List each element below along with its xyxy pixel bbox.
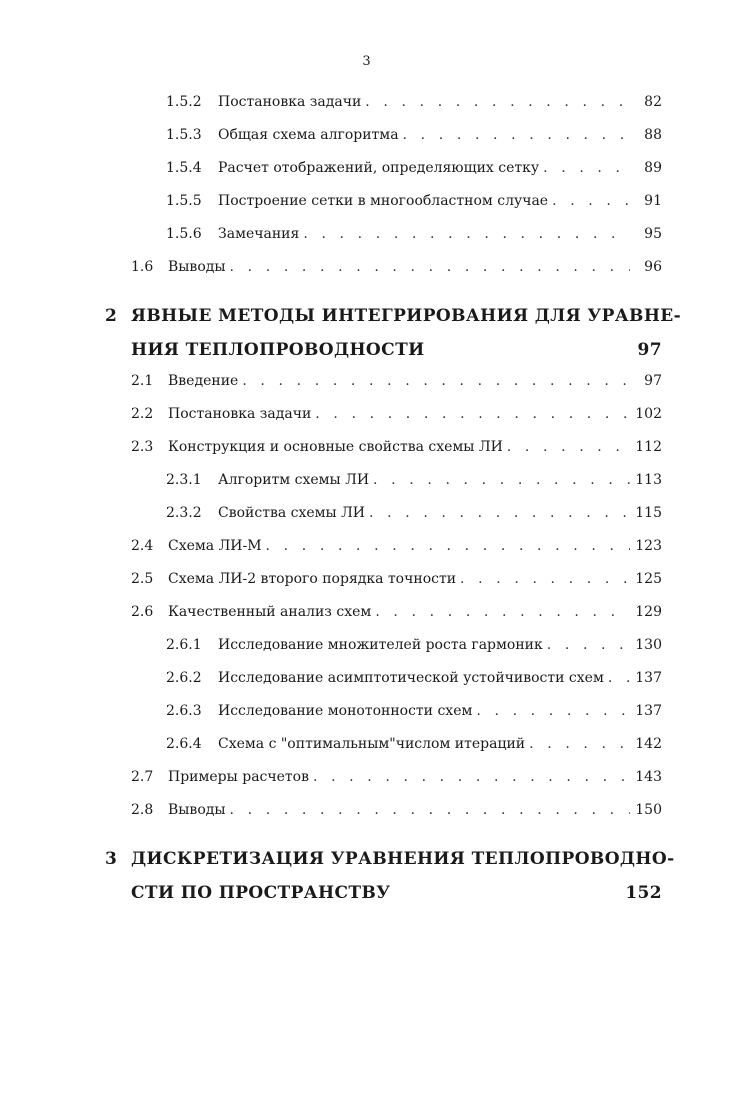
toc-entry-page: 137	[635, 703, 662, 719]
chapter-page: 97	[637, 340, 662, 360]
toc-entry-number: 1.5.6	[166, 226, 202, 242]
toc-entry-page: 91	[644, 193, 662, 209]
toc-entry-1-5-3	[166, 127, 662, 149]
leader-dots	[373, 472, 630, 488]
toc-entry-number: 2.6	[131, 604, 154, 620]
toc-entry-number: 2.4	[131, 538, 154, 554]
toc-entry-title: Исследование асимптотической устойчивости схем	[218, 670, 604, 686]
toc-entry-title: Постановка задачи	[168, 406, 312, 422]
toc-entry-page: 143	[635, 769, 662, 785]
toc-entry-2-5	[131, 571, 662, 593]
toc-entry-title: Исследование множителей роста гармоник	[218, 637, 543, 653]
leader-dots	[369, 505, 630, 521]
toc-entry-1-5-5	[166, 193, 662, 215]
toc-entry-page: 89	[644, 160, 662, 176]
toc-entry-2-3-1	[166, 472, 662, 494]
toc-entry-page: 129	[635, 604, 662, 620]
chapter-title-line-2: НИЯ ТЕПЛОПРОВОДНОСТИ	[131, 340, 425, 360]
toc-entry-page: 113	[635, 472, 662, 488]
chapter-title-line-1: ЯВНЫЕ МЕТОДЫ ИНТЕГРИРОВАНИЯ ДЛЯ УРАВНЕ-	[131, 306, 682, 326]
toc-entry-number: 2.8	[131, 802, 154, 818]
chapter-number: 2	[105, 306, 118, 326]
toc-entry-number: 1.5.4	[166, 160, 202, 176]
leader-dots	[365, 94, 630, 110]
toc-entry-title: Алгоритм схемы ЛИ	[218, 472, 370, 488]
chapter-title-line-2: СТИ ПО ПРОСТРАНСТВУ	[131, 883, 391, 903]
toc-entry-page: 82	[644, 94, 662, 110]
toc-entry-number: 2.3	[131, 439, 154, 455]
toc-entry-page: 96	[644, 259, 662, 275]
leader-dots	[303, 226, 630, 242]
toc-entry-title: Выводы	[168, 259, 226, 275]
toc-entry-1-5-2	[166, 94, 662, 116]
chapter-page: 152	[625, 883, 662, 903]
toc-entry-title: Конструкция и основные свойства схемы ЛИ	[168, 439, 503, 455]
toc-entry-number: 2.7	[131, 769, 154, 785]
chapter-number: 3	[105, 849, 118, 869]
toc-entry-page: 150	[635, 802, 662, 818]
toc-entry-number: 2.3.1	[166, 472, 202, 488]
toc-entry-title: Постановка задачи	[218, 94, 362, 110]
chapter-3-heading	[105, 849, 675, 909]
toc-entry-title: Введение	[168, 373, 239, 389]
leader-dots	[313, 769, 630, 785]
toc-entry-1-6	[131, 259, 662, 281]
toc-entry-title: Схема ЛИ-2 второго порядка точности	[168, 571, 457, 587]
toc-entry-title: Примеры расчетов	[168, 769, 309, 785]
toc-entry-2-4	[131, 538, 662, 560]
toc-entry-page: 123	[635, 538, 662, 554]
toc-entry-number: 2.6.4	[166, 736, 202, 752]
chapter-title-line-1: ДИСКРЕТИЗАЦИЯ УРАВНЕНИЯ ТЕПЛОПРОВОДНО-	[131, 849, 675, 869]
toc-entry-2-6	[131, 604, 662, 626]
leader-dots	[315, 406, 630, 422]
leader-dots	[608, 670, 630, 686]
leader-dots	[230, 259, 630, 275]
toc-entry-page: 142	[635, 736, 662, 752]
toc-entry-2-8	[131, 802, 662, 824]
toc-entry-number: 1.6	[131, 259, 154, 275]
leader-dots	[476, 703, 630, 719]
page-number: 3	[362, 54, 371, 69]
toc-entry-number: 2.6.3	[166, 703, 202, 719]
toc-entry-2-3-2	[166, 505, 662, 527]
leader-dots	[375, 604, 630, 620]
leader-dots	[507, 439, 630, 455]
leader-dots	[242, 373, 630, 389]
leader-dots	[543, 160, 630, 176]
toc-entry-2-6-1	[166, 637, 662, 659]
toc-entry-page: 115	[635, 505, 662, 521]
leader-dots	[552, 193, 630, 209]
toc-entry-title: Схема ЛИ-М	[168, 538, 262, 554]
toc-entry-2-7	[131, 769, 662, 791]
toc-entry-2-1	[131, 373, 662, 395]
toc-entry-title: Качественный анализ схем	[168, 604, 372, 620]
chapter-2-heading	[105, 306, 682, 366]
toc-entry-number: 2.5	[131, 571, 154, 587]
toc-entry-2-2	[131, 406, 662, 428]
toc-entry-2-6-4	[166, 736, 662, 758]
toc-entry-number: 1.5.5	[166, 193, 202, 209]
toc-entry-title: Выводы	[168, 802, 226, 818]
toc-entry-number: 1.5.2	[166, 94, 202, 110]
leader-dots	[547, 637, 630, 653]
toc-entry-number: 2.6.2	[166, 670, 202, 686]
leader-dots	[403, 127, 630, 143]
toc-entry-page: 88	[644, 127, 662, 143]
toc-entry-1-5-6	[166, 226, 662, 248]
toc-entry-title: Схема с "оптимальным"числом итераций	[218, 736, 526, 752]
toc-entry-2-3	[131, 439, 662, 461]
leader-dots	[529, 736, 630, 752]
toc-entry-page: 97	[644, 373, 662, 389]
toc-entry-title: Исследование монотонности схем	[218, 703, 473, 719]
toc-entry-title: Общая схема алгоритма	[218, 127, 399, 143]
toc-entry-2-6-3	[166, 703, 662, 725]
toc-entry-number: 2.1	[131, 373, 154, 389]
toc-entry-2-6-2	[166, 670, 662, 692]
leader-dots	[460, 571, 630, 587]
toc-entry-title: Свойства схемы ЛИ	[218, 505, 366, 521]
toc-entry-page: 130	[635, 637, 662, 653]
toc-entry-title: Построение сетки в многообластном случае	[218, 193, 549, 209]
toc-entry-title: Замечания	[218, 226, 300, 242]
leader-dots	[230, 802, 630, 818]
toc-entry-1-5-4	[166, 160, 662, 182]
toc-entry-number: 1.5.3	[166, 127, 202, 143]
toc-entry-number: 2.2	[131, 406, 154, 422]
toc-entry-number: 2.3.2	[166, 505, 202, 521]
leader-dots	[266, 538, 630, 554]
toc-entry-page: 112	[635, 439, 662, 455]
toc-entry-page: 95	[644, 226, 662, 242]
toc-entry-page: 102	[635, 406, 662, 422]
toc-entry-page: 125	[635, 571, 662, 587]
toc-entry-page: 137	[635, 670, 662, 686]
toc-entry-title: Расчет отображений, определяющих сетку	[218, 160, 540, 176]
toc-entry-number: 2.6.1	[166, 637, 202, 653]
